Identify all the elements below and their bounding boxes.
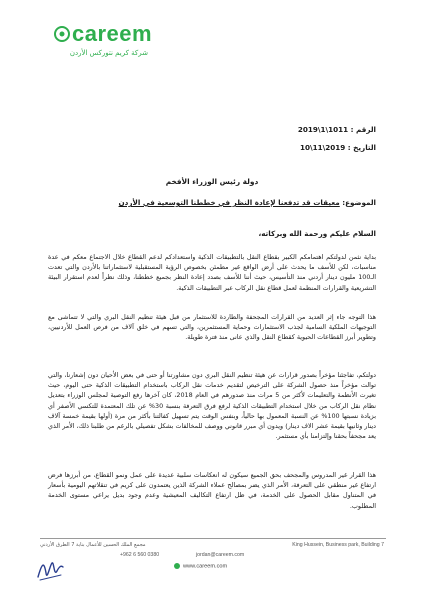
subject-label: الموضوع: <box>342 198 376 207</box>
logo-subtitle: شركة كريم نتوركس الأردن <box>69 49 148 57</box>
careem-logo-mark-icon <box>54 26 70 42</box>
logo-wordmark: careem <box>72 21 153 46</box>
reference-number <box>196 125 376 135</box>
body-paragraph: دولتكم، تفاجئنا مؤخراً بصدور قرارات عن هيئة تنظيم النقل البري دون مشاورتنا أو حتى في بعض الأحيان دون إشعارنا، والتي توالت مؤخراً منذ حصول الشركة على الترخيص لتقديم خدمات نقل الركاب باستخدام التطبيقات الذكية حتى اليوم، حيث تغيرت الأنظمة والتعليمات لأكثر من 5 مرات منذ صدورهم في العام 2018، كان آخرها رفع التوصية لمجلس الوزراء بتعديل نظام نقل الركاب من خلال استخدام التطبيقات الذكية لرفع فرق التعرفة بنسبة 30% عن تلك المعتمدة للتكسي الأصفر أي بزيادة نسبتها 100% عن النسبة المعمول بها حالياً، وبنفس الوقت يتم تسهيل كفالتنا بأكثر من مرة (أولها بقيمة خمسة آلاف دينار وثانيها بقيمة عشر الاف دينار) ويدون أي مبرر قانوني ووصف للمخالفات بشكل تفصيلي بالرغم من طلبنا ذلك، الأمر الذي يعد مجحفاً بحقنا وإلتزامنا بأي مستثمر. <box>48 371 376 441</box>
addressee: دولة رئيس الوزراء الأفخم <box>165 177 259 186</box>
reference-date-value: 10\11\2019 <box>300 143 346 152</box>
greeting: السلام عليكم ورحمة الله وبركاته، <box>258 229 376 238</box>
subject-line <box>40 198 376 208</box>
subject-text: معيقات قد تدفعنا لإعادة النظر في خططنا التوسعية في الأردن <box>118 198 340 207</box>
body-paragraph: بداية نثمن لدولتكم اهتمامكم الكبير بقطاع النقل بالتطبيقات الذكية واستعدادكم لدعم القطاع خلال الاجتماع معكم في عدة مناسبات، لكن للأسف ما يحدث على أرض الواقع غير مطمئن بخصوص الرؤية المستقبلية لاستثماراتنا بالأردن والتي تعدت الـ100 مليون دينار أردني منذ التأسيس، حيث أننا للأسف بصدد إعادة النظر بجميع خططنا، وذلك نظراً لعدم استقرار البيئة التشريعية والقرارات المنظمة لعمل قطاع نقل الركاب عبر التطبيقات الذكية. <box>48 253 376 292</box>
footer-address-en: King Hussein, Business park, Building 7 <box>292 542 384 548</box>
footer-website <box>174 563 227 569</box>
reference-date-label: التاريخ : <box>347 143 376 152</box>
careem-logo <box>50 20 153 72</box>
footer-address-ar: مجمع الملك الحسين للأعمال بناية 7 الطرق الأردني <box>40 542 146 548</box>
signature-icon <box>34 555 66 585</box>
reference-number-label: الرقم : <box>350 125 376 134</box>
footer-email: jordan@careem.com <box>196 552 245 558</box>
footer-website-text: www.careem.com <box>183 563 228 570</box>
globe-icon <box>174 563 180 569</box>
footer-phone: +962 6 560 0380 <box>120 552 160 558</box>
reference-number-value: 2019\1\1011 <box>297 125 349 134</box>
reference-date <box>196 143 376 153</box>
body-paragraph: هذا القرار غير المدروس والمجحف بحق الجميع سيكون له انعكاسات سلبية عديدة على عمل ونمو القطاع، من أبرزها فرض ارتفاع غير منطقي على التعرفة، الأمر الذي يضر بمصالح عملاء الشركة الذين يعتمدون على كريم في تنقلاتهم اليومية بأسعار في المتناول مقابل الحصول على الخدمة، في ظل ارتفاع التكاليف المعيشية وعدم وجود بديل يراعي مستوى الخدمة المطلوب. <box>48 471 376 510</box>
body-paragraph: هذا التوجه جاء إثر العديد من القرارات المجحفة والطاردة للاستثمار من قبل هيئة تنظيم النقل البري والتي لا تتماشى مع التوجيهات الملكية السامية لجذب الاستثمارات وحماية المستثمرين، والتي تسهم في خلق آلاف من فرص العمل للأردنيين، وتطوير أبرز القطاعات الحيوية كقطاع النقل والذي عانى منذ فترة طويلة. <box>48 313 376 342</box>
footer-divider <box>40 538 386 539</box>
